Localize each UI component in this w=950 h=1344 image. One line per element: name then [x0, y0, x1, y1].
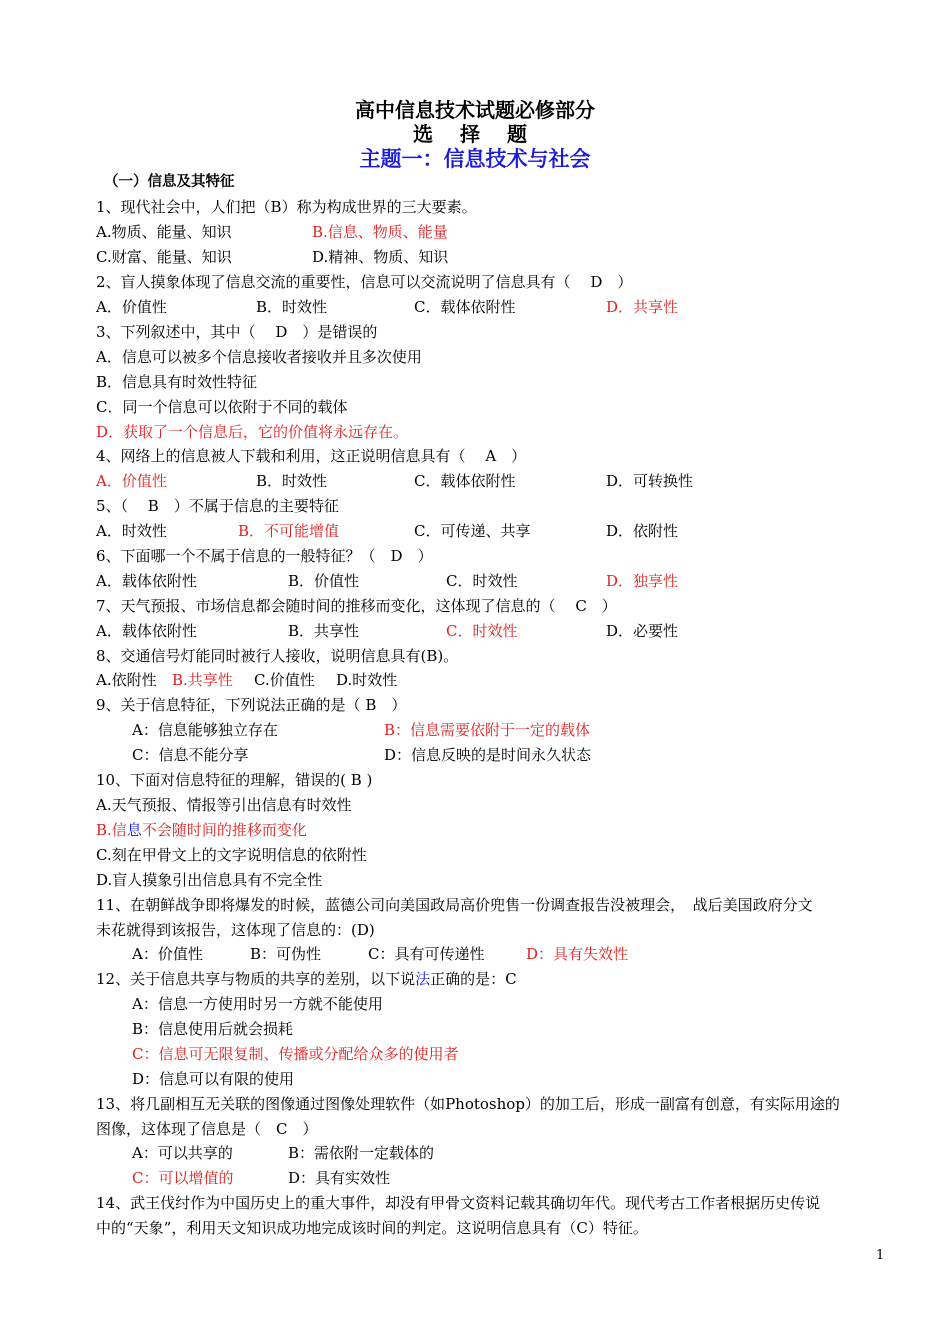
question-6-stem: 6、下面哪一个不属于信息的一般特征？（ D ）: [96, 547, 433, 565]
section-heading: （一）信息及其特征: [104, 174, 235, 190]
option-a: A.依附性: [96, 671, 157, 689]
page-number: 1: [876, 1248, 885, 1263]
option-a: A．载体依附性: [96, 572, 197, 590]
option-c-answer: C：可以增值的: [132, 1169, 234, 1187]
option-a: A：信息一方使用时另一方就不能使用: [132, 995, 383, 1013]
option-c-answer: C．时效性: [446, 622, 518, 640]
question-2-stem: 2、盲人摸象体现了信息交流的重要性，信息可以交流说明了信息具有（ D ）: [96, 273, 633, 291]
question-13-stem-line2: 图像，这体现了信息是（ C ）: [96, 1120, 318, 1138]
question-14-stem-line1: 14、武王伐纣作为中国历史上的重大事件，却没有甲骨文资料记载其确切年代。现代考古工作者根据历史传说: [96, 1194, 821, 1212]
option-c: C.刻在甲骨文上的文字说明信息的依附性: [96, 846, 367, 864]
option-b: B：需依附一定载体的: [288, 1144, 435, 1162]
option-d: D．依附性: [606, 522, 679, 540]
option-a: A：信息能够独立存在: [132, 721, 278, 739]
question-5-stem: 5、（ B ）不属于信息的主要特征: [96, 497, 339, 515]
option-a: A.天气预报、情报等引出信息有时效性: [96, 796, 352, 814]
option-d: D．可转换性: [606, 472, 694, 490]
question-1-stem: 1、现代社会中，人们把（B）称为构成世界的三大要素。: [96, 198, 477, 216]
option-a: A．载体依附性: [96, 622, 197, 640]
stem-part2: 法: [415, 970, 431, 988]
option-c-answer: C：信息可无限复制、传播或分配给众多的使用者: [132, 1045, 459, 1063]
option-c: C：具有可传递性: [368, 945, 485, 963]
option-a: A.物质、能量、知识: [96, 223, 232, 241]
option-d-answer: D．获取了一个信息后，它的价值将永远存在。: [96, 423, 409, 441]
option-b: B．时效性: [256, 472, 328, 490]
option-c: C．可传递、共享: [414, 522, 531, 540]
option-c: C．时效性: [446, 572, 518, 590]
question-13-stem-line1: 13、将几副相互无关联的图像通过图像处理软件（如Photoshop）的加工后，形成一副富有创意，有实际用途的: [96, 1095, 840, 1113]
option-a: A．价值性: [96, 298, 167, 316]
option-b-text-part2: 息: [126, 821, 142, 839]
question-7-stem: 7、天气预报、市场信息都会随时间的推移而变化，这体现了信息的（ C ）: [96, 597, 617, 615]
option-c: C．同一个信息可以依附于不同的载体: [96, 398, 348, 416]
option-d: D.精神、物质、知识: [312, 248, 449, 266]
option-b-text-part1: B.信: [96, 821, 127, 839]
stem-part3: 正确的是：C: [430, 970, 517, 988]
document-subtitle: 选 择 题: [413, 122, 537, 146]
option-d: D：信息反映的是时间永久状态: [384, 746, 592, 764]
question-11-stem-line2: 未花就得到该报告，这体现了信息的：(D): [96, 921, 375, 939]
option-d-answer: D．共享性: [606, 298, 679, 316]
question-10-stem: 10、下面对信息特征的理解，错误的( B ): [96, 771, 373, 789]
option-b: B．信息具有时效性特征: [96, 373, 258, 391]
question-14-stem-line2: 中的“天象”，利用天文知识成功地完成该时间的判定。这说明信息具有（C）特征。: [96, 1219, 648, 1237]
theme-heading: 主题一：信息技术与社会: [359, 147, 591, 171]
option-b: B．共享性: [288, 622, 360, 640]
option-b: B．价值性: [288, 572, 360, 590]
question-9-stem: 9、关于信息特征，下列说法正确的是（ B ）: [96, 696, 407, 714]
option-b-answer: B.信息、物质、能量: [312, 223, 448, 241]
question-12-stem: [96, 969, 517, 989]
question-4-stem: 4、网络上的信息被人下载和利用，这正说明信息具有（ A ）: [96, 447, 527, 465]
option-d: D：具有实效性: [288, 1169, 391, 1187]
option-c: C.价值性: [254, 671, 315, 689]
option-a: A：价值性: [132, 945, 203, 963]
option-a: A．时效性: [96, 522, 167, 540]
stem-part1: 12、关于信息共享与物质的共享的差别，以下说: [96, 970, 416, 988]
option-b-answer: [96, 820, 307, 840]
option-b-answer: B．不可能增值: [238, 522, 340, 540]
option-d-answer: D：具有失效性: [526, 945, 629, 963]
option-c: C．载体依附性: [414, 298, 516, 316]
option-b-answer: B.共享性: [172, 671, 233, 689]
option-b-answer: B：信息需要依附于一定的载体: [384, 721, 591, 739]
option-a: A：可以共享的: [132, 1144, 233, 1162]
option-d-answer: D．独享性: [606, 572, 679, 590]
question-11-stem-line1: 11、在朝鲜战争即将爆发的时候，蓝德公司向美国政局高价兜售一份调查报告没被理会， 战后美国政府分文: [96, 896, 813, 914]
question-8-stem: 8、交通信号灯能同时被行人接收，说明信息具有(B)。: [96, 647, 459, 665]
option-c: C.财富、能量、知识: [96, 248, 232, 266]
option-a: A．信息可以被多个信息接收者接收并且多次使用: [96, 348, 422, 366]
option-a-answer: A．价值性: [96, 472, 167, 490]
option-c: C．载体依附性: [414, 472, 516, 490]
option-b: B．时效性: [256, 298, 328, 316]
option-d: D：信息可以有限的使用: [132, 1070, 295, 1088]
option-d: D.盲人摸象引出信息具有不完全性: [96, 871, 323, 889]
option-d: D．必要性: [606, 622, 679, 640]
option-b: B：可伪性: [250, 945, 322, 963]
option-c: C：信息不能分享: [132, 746, 249, 764]
option-b: B：信息使用后就会损耗: [132, 1020, 294, 1038]
document-title: 高中信息技术试题必修部分: [355, 98, 595, 122]
question-3-stem: 3、下列叙述中，其中（ D ）是错误的: [96, 323, 378, 341]
option-b-text-part3: 不会随时间的推移而变化: [141, 821, 307, 839]
option-d: D.时效性: [336, 671, 398, 689]
